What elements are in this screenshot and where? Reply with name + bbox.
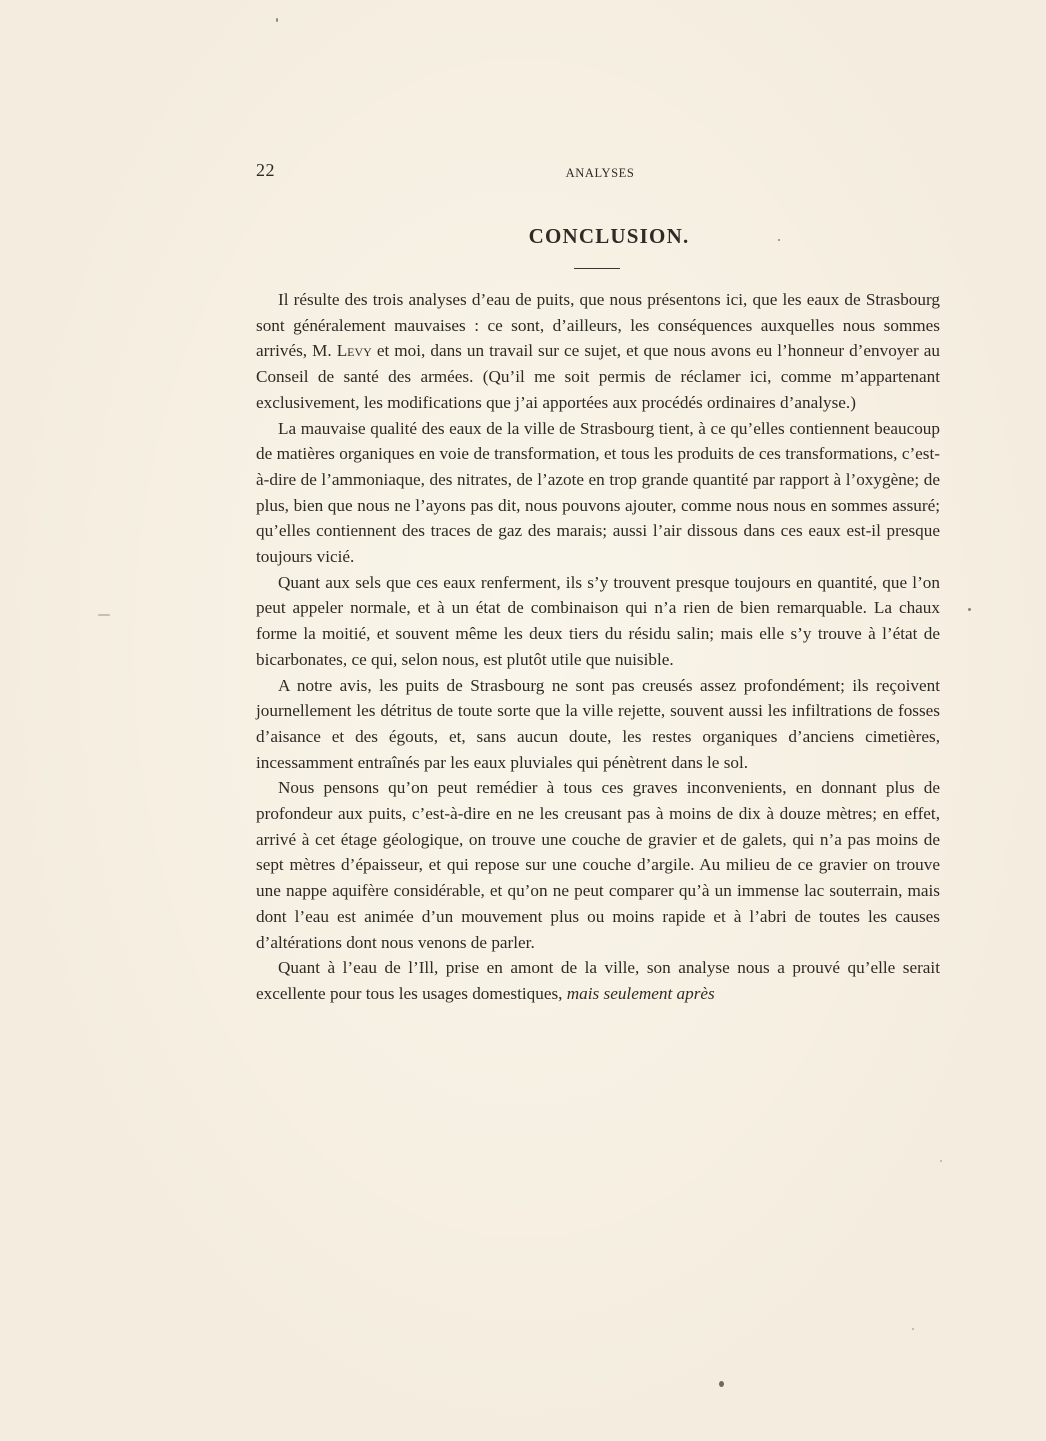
title-rule	[574, 268, 620, 269]
page-number: 22	[256, 160, 275, 180]
body-text	[256, 287, 940, 1007]
paragraph-6	[256, 955, 940, 1006]
paragraph-6-text: Quant à l’eau de l’Ill, prise en amont de la ville, son analyse nous a prouvé qu’elle serait excellente pour tous les usages domestiques,	[256, 958, 940, 1003]
paper-speck	[968, 608, 971, 611]
paragraph-4: A notre avis, les puits de Strasbourg ne sont pas creusés assez profondément; ils reçoivent journellement les détritus de toute sorte que la ville rejette, souvent aussi les infiltrations de fosses d’aisance et des égouts, et, sans aucun doute, les restes organiques d’anciens cimetières, incessamment entraînés par les eaux pluviales qui pénètrent dans le sol.	[256, 675, 940, 772]
paper-speck	[98, 614, 110, 616]
running-head	[256, 160, 940, 184]
paragraph-5: Nous pensons qu’on peut remédier à tous ces graves inconvenients, en donnant plus de profondeur aux puits, c’est-à-dire en ne les creusant pas à moins de dix à douze mètres; en effet, arrivé à cet étage géologique, on trouve une couche de gravier et de galets, qui n’a pas moins de sept mètres d’épaisseur, et qui repose sur une couche d’argile. Au milieu de ce gravier on trouve une nappe aquifère considérable, et qu’on ne peut comparer qu’à un immense lac souterrain, mais dont l’eau est animée d’un mouvement plus ou moins rapide et à l’abri de toutes les causes d’altérations dont nous venons de parler.	[256, 778, 940, 952]
section-title: CONCLUSION.	[528, 224, 690, 248]
running-title: ANALYSES	[565, 166, 635, 180]
paper-speck	[719, 1381, 724, 1387]
paper-speck	[912, 1328, 914, 1330]
paragraph-1-text-a: Il résulte des trois analyses d’eau de puits, que nous présentons ici, que les eaux de Strasbourg sont généralement mauvaises : ce sont, d’ailleurs, les conséquences auxquelles nous sommes arrivés, M.	[256, 290, 940, 361]
paper-speck	[276, 18, 278, 22]
author-name-levy: Levy	[336, 341, 372, 361]
paragraph-1	[256, 287, 940, 416]
paper-speck	[940, 1160, 942, 1162]
paragraph-1-text-b: et moi, dans un travail sur ce sujet, et que nous avons eu l’honneur d’envoyer au Conseil de santé des armées. (Qu’il me soit permis de réclamer ici, comme m’appartenant exclusivement, les modifications que j’ai apportées aux procédés ordinaires d’analyse.)	[256, 341, 940, 412]
paragraph-2: La mauvaise qualité des eaux de la ville de Strasbourg tient, à ce qu’elles contiennent beaucoup de matières organiques en voie de transformation, et tous les produits de ces transformations, c’est-à-dire de l’ammoniaque, des nitrates, de l’azote en trop grande quantité par rapport à l’oxygène; de plus, bien que nous ne l’ayons pas dit, nous pouvons ajouter, comme nous nous en sommes assuré; qu’elles contiennent des traces de gaz des marais; aussi l’air dissous dans ces eaux est-il presque toujours vicié.	[256, 418, 940, 567]
paragraph-6-italic: mais seulement après	[566, 983, 715, 1003]
paragraph-3: Quant aux sels que ces eaux renferment, ils s’y trouvent presque toujours en quantité, que l’on peut appeler normale, et à un état de combinaison qui n’a rien de bien remarquable. La chaux forme la moitié, et souvent même les deux tiers du résidu salin; mais elle s’y trouve à l’état de bicarbonates, ce qui, selon nous, est plutôt utile que nuisible.	[256, 572, 940, 669]
paper-speck	[778, 239, 780, 241]
